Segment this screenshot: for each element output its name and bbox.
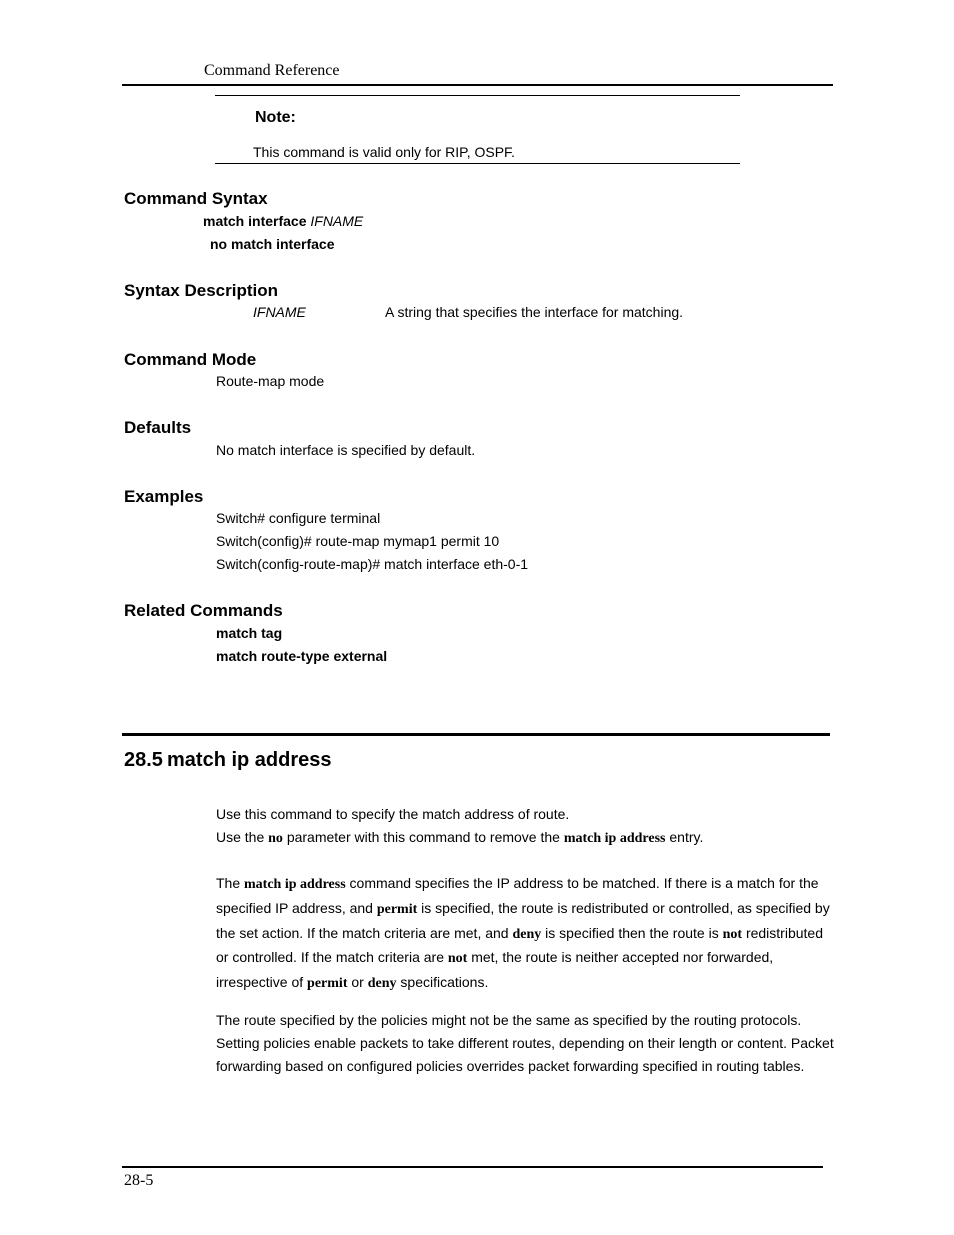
keyword-deny: deny (512, 926, 542, 942)
syntax-param-description: A string that specifies the interface for matching. (385, 304, 684, 320)
example-line: Switch# configure terminal (216, 510, 381, 526)
keyword-deny: deny (367, 976, 397, 992)
examples-heading: Examples (124, 487, 204, 506)
related-command-item: match route-type external (216, 648, 388, 664)
related-commands-heading: Related Commands (124, 601, 283, 620)
syntax-line-1-argument: IFNAME (310, 213, 364, 229)
page-number: 28-5 (124, 1172, 154, 1189)
example-line: Switch(config-route-map)# match interface eth-0-1 (216, 556, 529, 572)
intro-line-2: Use the no parameter with this command to remove the match ip address entry. (216, 828, 704, 846)
policy-paragraph: The route specified by the policies might not be the same as specified by the routing protocols. Setting policies enable packets to take different routes, depending on their length or content. Packet forwarding based on configured policies overrides packet forwarding specified in routing tables. (216, 1012, 834, 1074)
description-paragraph: The match ip address command specifies the IP address to be matched. If there is a match for the specified IP address, and permit is specified, the route is redistributed or controlled, as specified by the set action. If the match criteria are met, and deny is specified then the route is not redistributed or controlled. If the match criteria are not met, the route is neither accepted nor forwarded, irrespective of permit or deny specifications. (216, 875, 830, 992)
defaults-text: No match interface is specified by default. (216, 442, 476, 458)
footer-rule (122, 1166, 823, 1168)
note-bottom-rule (215, 163, 740, 164)
note-top-rule (215, 95, 740, 96)
keyword-not: not (447, 951, 468, 967)
section-rule (122, 733, 830, 736)
section-title (124, 749, 332, 772)
syntax-line-2: no match interface (210, 236, 335, 252)
keyword-match-ip-address: match ip address (563, 830, 666, 846)
syntax-description-heading: Syntax Description (124, 281, 278, 300)
intro-paragraph (216, 803, 834, 851)
syntax-param-name: IFNAME (253, 304, 306, 320)
header-rule (122, 84, 833, 86)
command-syntax-heading: Command Syntax (124, 189, 268, 208)
keyword-match-ip-address: match ip address (244, 877, 346, 892)
section-title-text: match ip address (167, 749, 332, 771)
command-mode-heading: Command Mode (124, 350, 257, 369)
defaults-heading: Defaults (124, 418, 192, 437)
keyword-permit: permit (307, 976, 348, 992)
command-mode-text: Route-map mode (216, 373, 325, 389)
note-text: This command is valid only for RIP, OSPF. (253, 144, 515, 160)
syntax-line-1-command: match interface (203, 213, 307, 229)
related-command-item: match tag (216, 625, 283, 641)
keyword-permit: permit (376, 901, 418, 917)
running-header: Command Reference (204, 62, 340, 79)
intro-line-1: Use this command to specify the match address of route. (216, 806, 570, 822)
example-line: Switch(config)# route-map mymap1 permit 10 (216, 533, 500, 549)
note-title: Note: (255, 109, 296, 126)
keyword-no: no (268, 830, 283, 846)
section-number: 28.5 (124, 749, 163, 771)
keyword-not: not (722, 926, 743, 942)
syntax-line-1 (203, 213, 363, 229)
